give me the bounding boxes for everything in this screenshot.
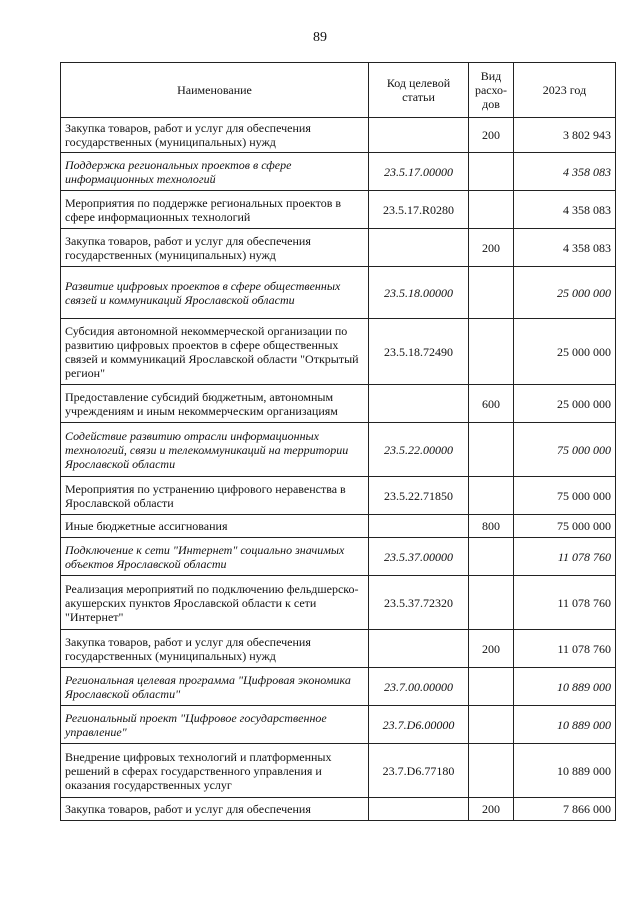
cell-amount: 11 078 760 xyxy=(514,576,616,630)
cell-amount: 4 358 083 xyxy=(514,229,616,267)
cell-code: 23.5.18.72490 xyxy=(369,319,469,385)
table-row xyxy=(61,798,616,821)
table-row xyxy=(61,423,616,477)
cell-name: Иные бюджетные ассигнования xyxy=(61,515,369,538)
table-row xyxy=(61,744,616,798)
cell-amount: 11 078 760 xyxy=(514,538,616,576)
table-row xyxy=(61,515,616,538)
header-code: Код целевой статьи xyxy=(369,63,469,118)
cell-kind: 600 xyxy=(469,385,514,423)
cell-code xyxy=(369,229,469,267)
cell-amount: 11 078 760 xyxy=(514,630,616,668)
cell-kind xyxy=(469,267,514,319)
table-row xyxy=(61,477,616,515)
table-row xyxy=(61,319,616,385)
header-kind: Вид расхо-дов xyxy=(469,63,514,118)
cell-name: Закупка товаров, работ и услуг для обеспечения государственных (муниципальных) нужд xyxy=(61,118,369,153)
cell-code: 23.7.00.00000 xyxy=(369,668,469,706)
table-row xyxy=(61,538,616,576)
cell-code xyxy=(369,630,469,668)
table-row xyxy=(61,385,616,423)
cell-kind: 200 xyxy=(469,630,514,668)
cell-kind xyxy=(469,153,514,191)
cell-name: Закупка товаров, работ и услуг для обеспечения xyxy=(61,798,369,821)
cell-name: Развитие цифровых проектов в сфере общественных связей и коммуникаций Ярославской области xyxy=(61,267,369,319)
cell-kind xyxy=(469,576,514,630)
cell-code: 23.5.22.71850 xyxy=(369,477,469,515)
cell-code: 23.5.22.00000 xyxy=(369,423,469,477)
cell-code xyxy=(369,385,469,423)
table-row xyxy=(61,118,616,153)
cell-name: Реализация мероприятий по подключению фельдшерско-акушерских пунктов Ярославской области к сети "Интернет" xyxy=(61,576,369,630)
cell-kind: 800 xyxy=(469,515,514,538)
cell-name: Региональная целевая программа "Цифровая экономика Ярославской области" xyxy=(61,668,369,706)
page-number: 89 xyxy=(313,30,327,45)
cell-code: 23.5.17.R0280 xyxy=(369,191,469,229)
cell-name: Мероприятия по устранению цифрового неравенства в Ярославской области xyxy=(61,477,369,515)
cell-kind: 200 xyxy=(469,798,514,821)
cell-name: Региональный проект "Цифровое государственное управление" xyxy=(61,706,369,744)
table-row xyxy=(61,153,616,191)
cell-name: Внедрение цифровых технологий и платформенных решений в сферах государственного управления и оказания государственных услуг xyxy=(61,744,369,798)
cell-code xyxy=(369,798,469,821)
table-row xyxy=(61,668,616,706)
cell-kind xyxy=(469,744,514,798)
cell-name: Закупка товаров, работ и услуг для обеспечения государственных (муниципальных) нужд xyxy=(61,630,369,668)
cell-code: 23.5.17.00000 xyxy=(369,153,469,191)
cell-amount: 75 000 000 xyxy=(514,477,616,515)
budget-table xyxy=(60,62,616,821)
table-row xyxy=(61,229,616,267)
header-amount: 2023 год xyxy=(514,63,616,118)
cell-kind xyxy=(469,191,514,229)
cell-kind xyxy=(469,423,514,477)
cell-code xyxy=(369,118,469,153)
cell-amount: 10 889 000 xyxy=(514,668,616,706)
cell-amount: 10 889 000 xyxy=(514,744,616,798)
cell-amount: 75 000 000 xyxy=(514,423,616,477)
cell-kind: 200 xyxy=(469,118,514,153)
cell-kind xyxy=(469,706,514,744)
cell-code: 23.5.37.72320 xyxy=(369,576,469,630)
cell-code: 23.7.D6.00000 xyxy=(369,706,469,744)
cell-code: 23.7.D6.77180 xyxy=(369,744,469,798)
cell-name: Предоставление субсидий бюджетным, автономным учреждениям и иным некоммерческим организациям xyxy=(61,385,369,423)
cell-amount: 75 000 000 xyxy=(514,515,616,538)
cell-amount: 3 802 943 xyxy=(514,118,616,153)
cell-name: Субсидия автономной некоммерческой организации по развитию цифровых проектов в сфере общественных связей и коммуникаций Ярославской области "Открытый регион" xyxy=(61,319,369,385)
table-row xyxy=(61,576,616,630)
cell-name: Содействие развитию отрасли информационных технологий, связи и телекоммуникаций на территории Ярославской области xyxy=(61,423,369,477)
table-row xyxy=(61,191,616,229)
cell-amount: 25 000 000 xyxy=(514,385,616,423)
cell-amount: 25 000 000 xyxy=(514,267,616,319)
cell-amount: 10 889 000 xyxy=(514,706,616,744)
cell-amount: 4 358 083 xyxy=(514,153,616,191)
cell-code xyxy=(369,515,469,538)
table-row xyxy=(61,706,616,744)
header-name: Наименование xyxy=(61,63,369,118)
cell-name: Подключение к сети "Интернет" социально значимых объектов Ярославской области xyxy=(61,538,369,576)
cell-kind: 200 xyxy=(469,229,514,267)
cell-amount: 4 358 083 xyxy=(514,191,616,229)
table-row xyxy=(61,267,616,319)
cell-name: Закупка товаров, работ и услуг для обеспечения государственных (муниципальных) нужд xyxy=(61,229,369,267)
cell-name: Мероприятия по поддержке региональных проектов в сфере информационных технологий xyxy=(61,191,369,229)
cell-amount: 7 866 000 xyxy=(514,798,616,821)
table-header-row xyxy=(61,63,616,118)
cell-kind xyxy=(469,319,514,385)
cell-kind xyxy=(469,668,514,706)
table-row xyxy=(61,630,616,668)
cell-code: 23.5.18.00000 xyxy=(369,267,469,319)
cell-kind xyxy=(469,538,514,576)
cell-kind xyxy=(469,477,514,515)
cell-amount: 25 000 000 xyxy=(514,319,616,385)
cell-code: 23.5.37.00000 xyxy=(369,538,469,576)
cell-name: Поддержка региональных проектов в сфере информационных технологий xyxy=(61,153,369,191)
